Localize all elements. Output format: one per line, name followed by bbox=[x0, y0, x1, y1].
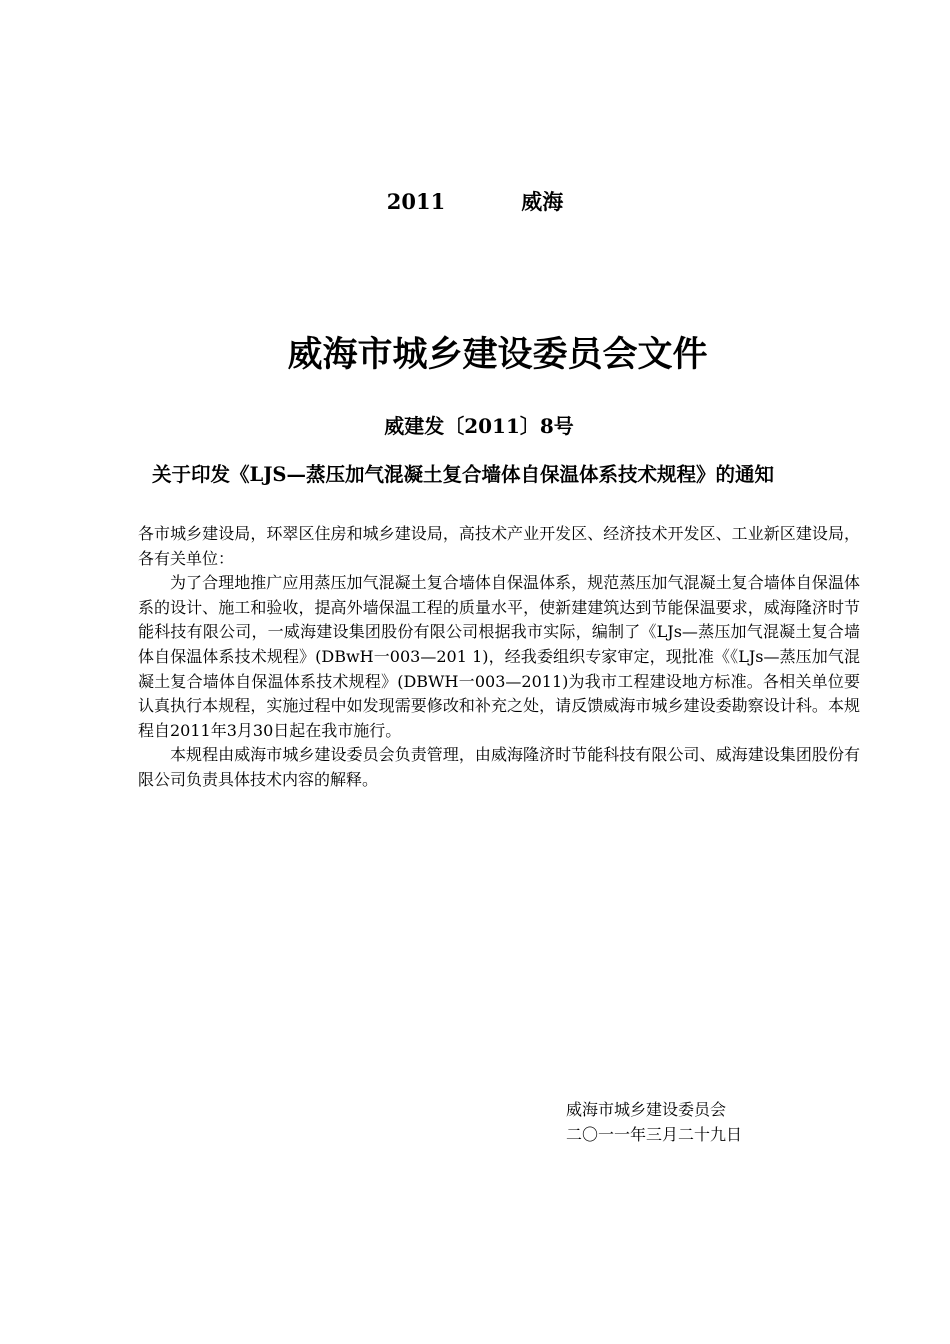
header-year: 2011 bbox=[386, 189, 446, 214]
document-number: 威建发〔2011〕8号 bbox=[384, 414, 574, 438]
document-title: 威海市城乡建设委员会文件 bbox=[287, 335, 708, 375]
document-header-line bbox=[0, 186, 950, 216]
body-paragraph-2: 本规程由威海市城乡建设委员会负责管理，由威海隆济时节能科技有限公司、威海建设集团股份有限公司负责具体技术内容的解释。 bbox=[138, 745, 860, 789]
document-body bbox=[138, 522, 860, 793]
notice-title: 关于印发《LJS—蒸压加气混凝土复合墙体自保温体系技术规程》的通知 bbox=[152, 463, 775, 486]
issue-date: 二〇一一年三月二十九日 bbox=[566, 1125, 743, 1144]
addressees-paragraph: 各市城乡建设局，环翠区住房和城乡建设局，高技术产业开发区、经济技术开发区、工业新区建设局，各有关单位： bbox=[138, 524, 860, 568]
body-paragraph-1: 为了合理地推广应用蒸压加气混凝土复合墙体自保温体系，规范蒸压加气混凝土复合墙体自保温体系的设计、施工和验收，提高外墙保温工程的质量水平，使新建建筑达到节能保温要求，威海隆济时节能科技有限公司，一威海建设集团股份有限公司根据我市实际，编制了《LJs—蒸压加气混凝土复合墙体自保温体系技术规程》(DBwH一003—201 1)，经我委组织专家审定，现批准《《LJs—蒸压加气混凝土复合墙体自保温体系技术规程》(DBWH一003—2011)为我市工程建设地方标准。各相关单位要认真执行本规程，实施过程中如发现需要修改和补充之处，请反馈威海市城乡建设委勘察设计科。本规程自2011年3月30日起在我市施行。 bbox=[138, 573, 860, 740]
issuer-name: 威海市城乡建设委员会 bbox=[566, 1100, 727, 1119]
signature-block bbox=[566, 1097, 742, 1147]
header-city: 威海 bbox=[521, 189, 564, 214]
